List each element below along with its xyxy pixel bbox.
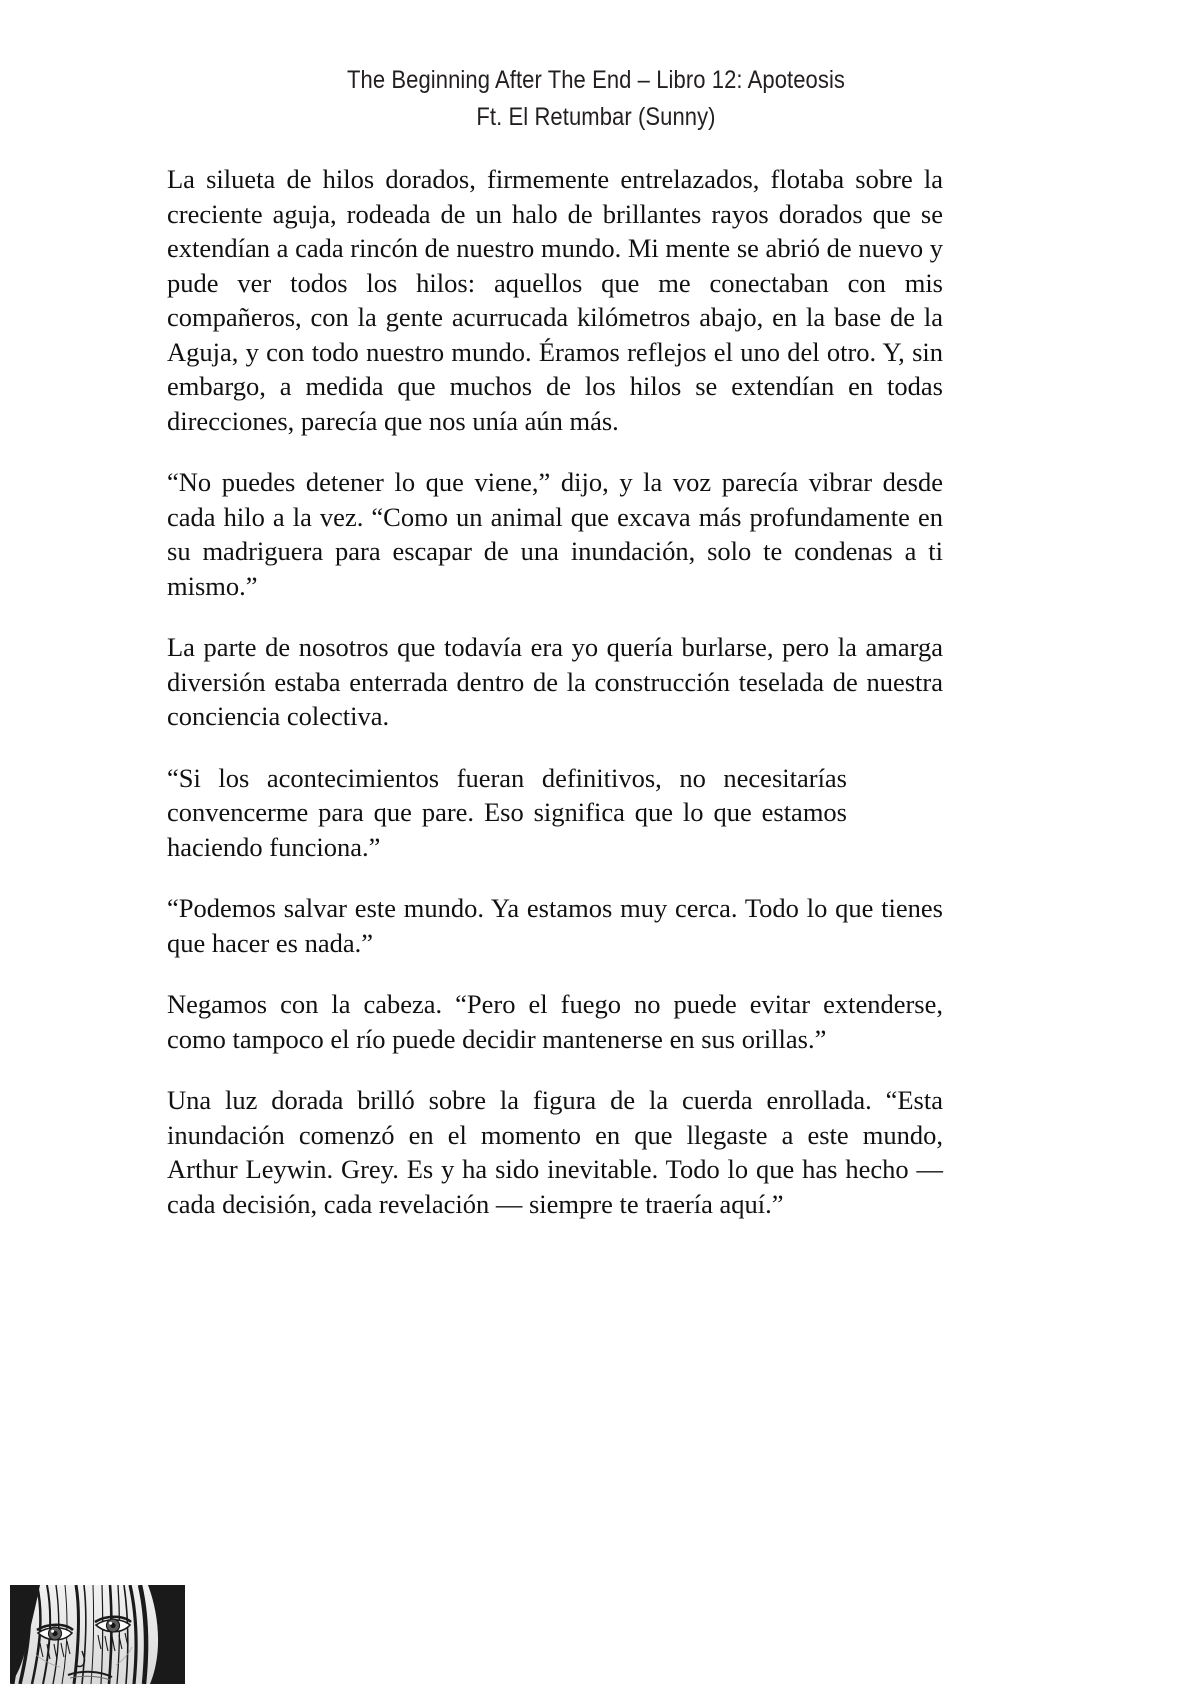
header-title-line-1: The Beginning After The End – Libro 12: Apoteosis xyxy=(346,66,846,94)
manga-face-illustration xyxy=(10,1585,185,1684)
paragraph-3: La parte de nosotros que todavía era yo quería burlarse, pero la amarga diversión estaba enterrada dentro de la construcción teselada de nuestra conciencia colectiva. xyxy=(167,632,943,731)
paragraph-6: Negamos con la cabeza. “Pero el fuego no puede evitar extenderse, como tampoco el río puede decidir mantenerse en sus orillas.” xyxy=(167,989,943,1054)
paragraph-4: “Si los acontecimientos fueran definitivos, no necesitarías convencerme para que pare. Eso significa que lo que estamos haciendo funciona.” xyxy=(167,762,847,862)
paragraph-7: Una luz dorada brilló sobre la figura de la cuerda enrollada. “Esta inundación comenzó en el momento en que llegaste a este mundo, Arthur Leywin. Grey. Es y ha sido inevitable. Todo lo que has hecho — cada decisión, cada revelación — siempre te traería aquí.” xyxy=(167,1085,943,1219)
header-subtitle-line-2: Ft. El Retumbar (Sunny) xyxy=(476,103,716,131)
paragraph-1: La silueta de hilos dorados, firmemente entrelazados, flotaba sobre la creciente aguja, rodeada de un halo de brillantes rayos dorados que se extendían a cada rincón de nuestro mundo. Mi mente se abrió de nuevo y pude ver todos los hilos: aquellos que me conectaban con mis compañeros, con la gente acurrucada kilómetros abajo, en la base de la Aguja, y con todo nuestro mundo. Éramos reflejos el uno del otro. Y, sin embargo, a medida que muchos de los hilos se extendían en todas direcciones, parecía que nos unía aún más. xyxy=(167,164,943,436)
paragraph-2: “No puedes detener lo que viene,” dijo, y la voz parecía vibrar desde cada hilo a la vez. “Como un animal que excava más profundamente en su madriguera para escapar de una inundación, solo te condenas a ti mismo.” xyxy=(167,467,943,601)
document-header xyxy=(72,62,1121,136)
paragraph-5: “Podemos salvar este mundo. Ya estamos muy cerca. Todo lo que tienes que hacer es nada.” xyxy=(167,893,943,958)
document-body xyxy=(167,162,943,1248)
